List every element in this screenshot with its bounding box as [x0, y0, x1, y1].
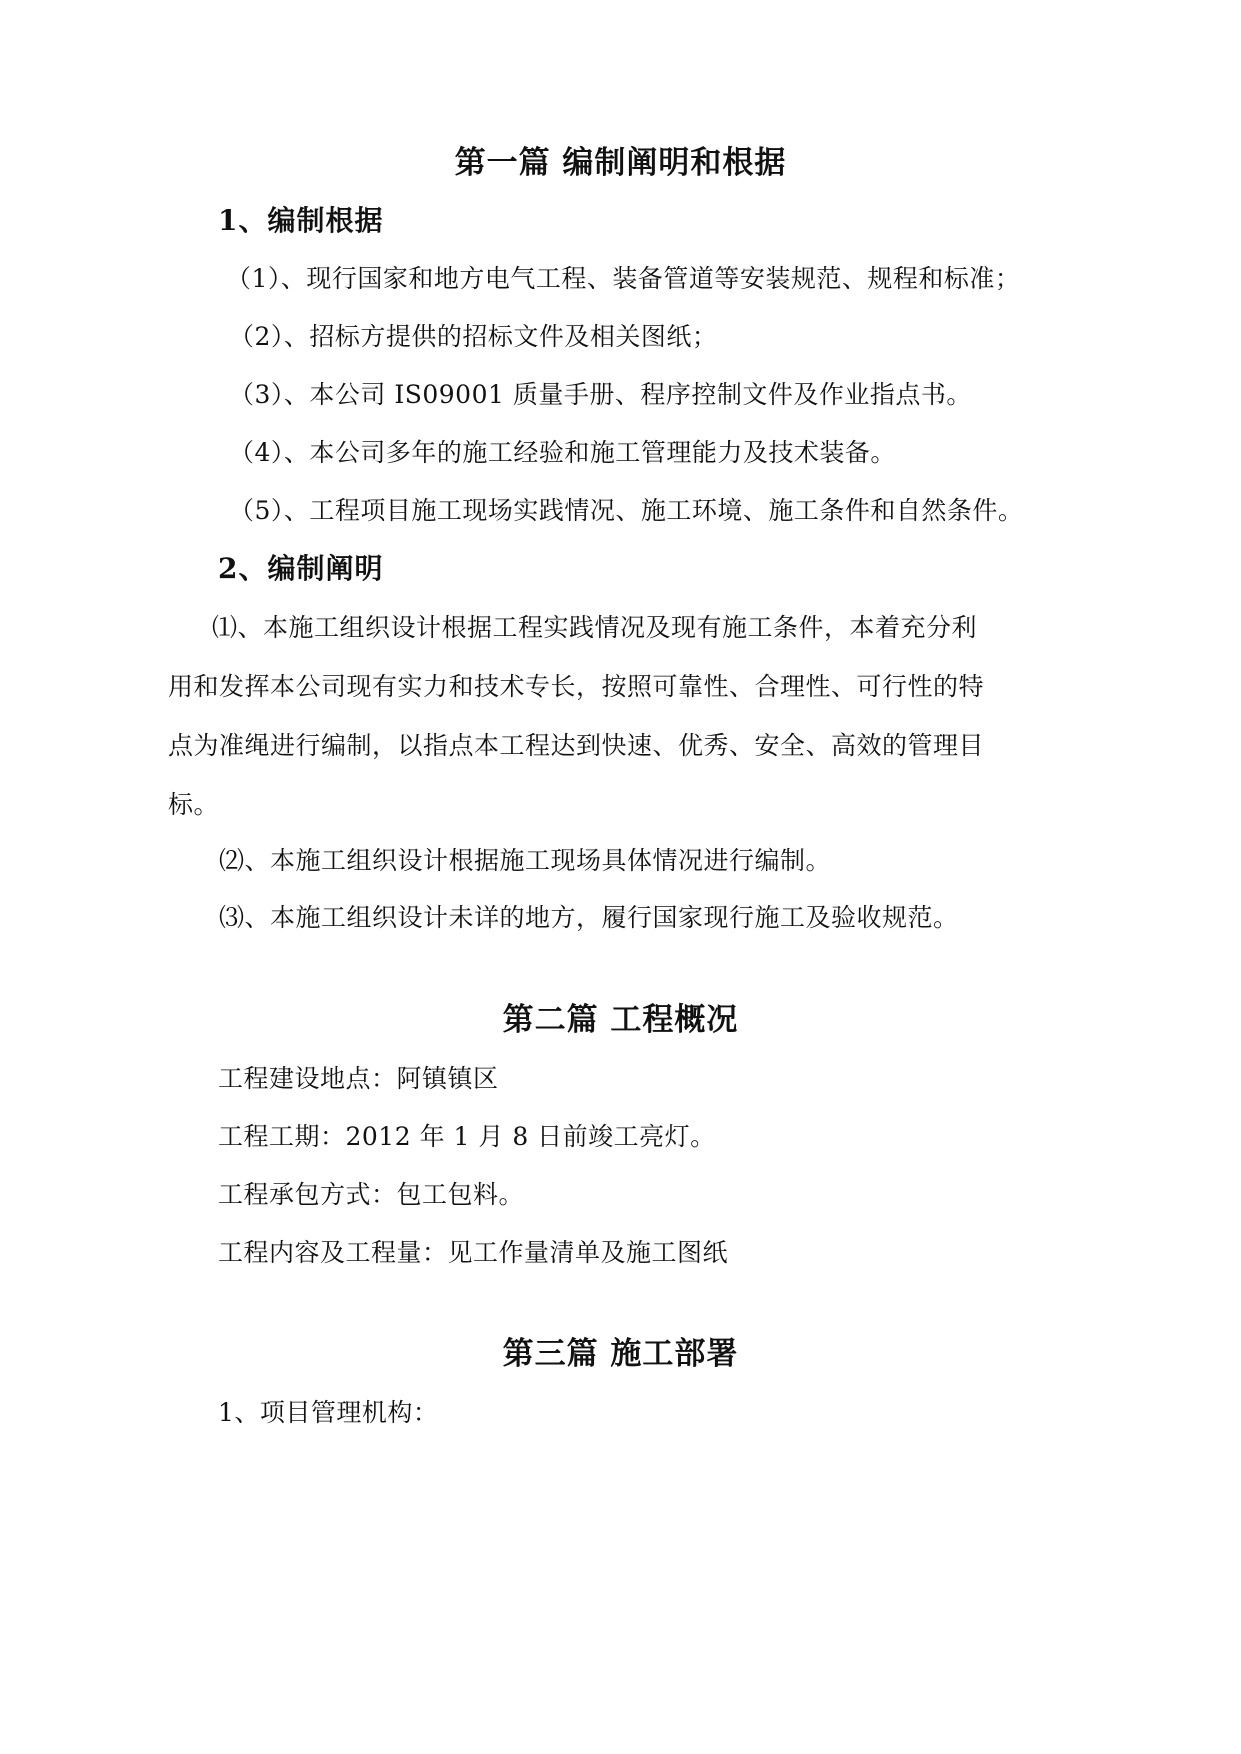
part2-title: 第二篇 工程概况 — [502, 1002, 739, 1038]
project-duration: 工程工期：2012 年 1 月 8 日前竣工亮灯。 — [218, 1122, 716, 1151]
part3-title: 第三篇 施工部署 — [502, 1336, 739, 1372]
basis-item-5: （5）、工程项目施工现场实践情况、施工环境、施工条件和自然条件。 — [229, 496, 1024, 525]
project-content: 工程内容及工程量：见工作量清单及施工图纸 — [218, 1238, 729, 1267]
management-org-item: 1、项目管理机构： — [218, 1398, 439, 1427]
basis-item-3: （3）、本公司 IS09001 质量手册、程序控制文件及作业指点书。 — [229, 380, 972, 409]
explanation-para3: ⑶、本施工组织设计未详的地方，履行国家现行施工及验收规范。 — [219, 903, 959, 932]
part1-title: 第一篇 编制阐明和根据 — [454, 145, 787, 181]
explanation-para1-line2: 用和发挥本公司现有实力和技术专长，按照可靠性、合理性、可行性的特 — [168, 672, 985, 701]
explanation-para2: ⑵、本施工组织设计根据施工现场具体情况进行编制。 — [219, 846, 832, 875]
contract-method: 工程承包方式：包工包料。 — [218, 1180, 525, 1209]
basis-item-4: （4）、本公司多年的施工经验和施工管理能力及技术装备。 — [229, 438, 896, 467]
basis-item-1: （1）、现行国家和地方电气工程、装备管道等安装规范、规程和标准； — [226, 264, 1021, 293]
section2-heading: 2、编制阐明 — [218, 552, 384, 585]
explanation-para1-line4: 标。 — [168, 790, 220, 819]
explanation-para1-line1: ⑴、本施工组织设计根据工程实践情况及现有施工条件，本着充分利 — [212, 613, 978, 642]
section1-heading: 1、编制根据 — [218, 204, 384, 237]
project-location: 工程建设地点：阿镇镇区 — [218, 1064, 499, 1093]
explanation-para1-line3: 点为准绳进行编制，以指点本工程达到快速、优秀、安全、高效的管理目 — [168, 731, 985, 760]
basis-item-2: （2）、招标方提供的招标文件及相关图纸； — [229, 322, 718, 351]
